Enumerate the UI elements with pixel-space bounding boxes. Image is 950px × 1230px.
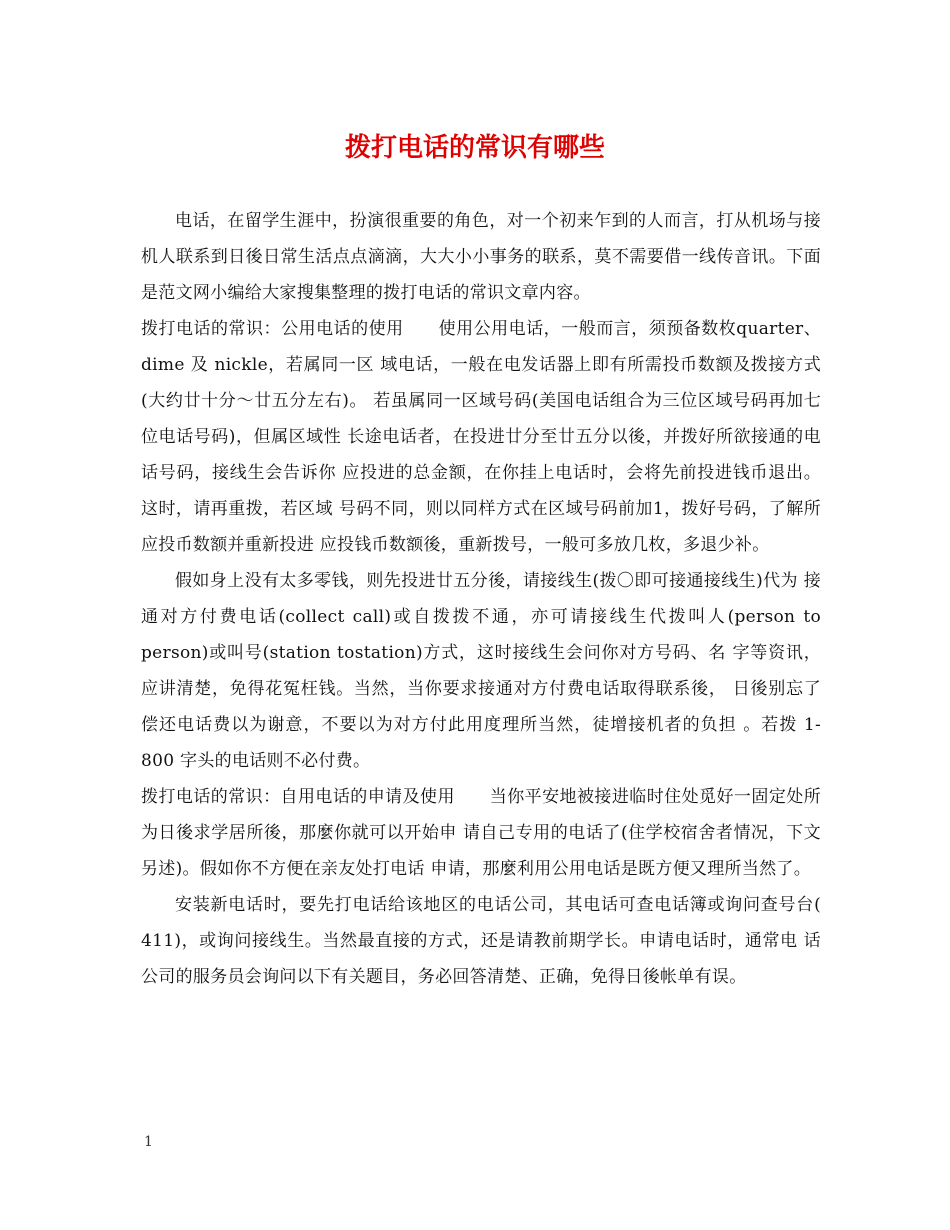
paragraph-public-phone: 拨打电话的常识：公用电话的使用 使用公用电话，一般而言，须预备数枚quarter、dime 及 nickle，若属同一区 域电话，一般在电发话器上即有所需投币数额及拨接方式(大约廿十分～廿五分左右)。 若虽属同一区域号码(美国电话组合为三位区域号码再加七位电话号码)，但属区域性 长途电话者，在投进廿分至廿五分以後，并拨好所欲接通的电话号码，接线生会告诉你 应投进的总金额，在你挂上电话时，会将先前投进钱币退出。这时，请再重拨，若区域 号码不同，则以同样方式在区域号码前加1，拨好号码，了解所应投币数额并重新投进 应投钱币数额後，重新拨号，一般可多放几枚，多退少补。: [141, 319, 821, 555]
paragraph-new-phone: 安装新电话时，要先打电话给该地区的电话公司，其电话可查电话簿或询问查号台( 411)，或询问接线生。当然最直接的方式，还是请教前期学长。申请电话时，通常电 话公司的服务员会询问以下有关题目，务必回答清楚、正确，免得日後帐单有误。: [141, 895, 821, 987]
page-number: 1: [144, 1134, 153, 1150]
paragraph-collect-call: 假如身上没有太多零钱，则先投进廿五分後，请接线生(拨〇即可接通接线生)代为 接通对方付费电话(collect call)或自拨拨不通，亦可请接线生代拨叫人(person to person)或叫号(station tostation)方式，这时接线生会问你对方号码、名 字等资讯，应讲清楚，免得花冤枉钱。当然，当你要求接通对方付费电话取得联系後， 日後别忘了偿还电话费以为谢意，不要以为对方付此用度理所当然，徒增接机者的负担 。若拨 1-800 字头的电话则不必付费。: [141, 571, 821, 771]
document-title: 拨打电话的常识有哪些: [344, 133, 605, 163]
document-body: [141, 203, 821, 995]
paragraph-intro: 电话，在留学生涯中，扮演很重要的角色，对一个初来乍到的人而言，打从机场与接 机人联系到日後日常生活点点滴滴，大大小小事务的联系，莫不需要借一线传音讯。下面是范文网小编给大家搜集整理的拨打电话的常识文章内容。: [141, 211, 821, 303]
paragraph-private-phone: 拨打电话的常识：自用电话的申请及使用 当你平安地被接进临时住处觅好一固定处所为日後求学居所後，那麼你就可以开始申 请自己专用的电话了(住学校宿舍者情况，下文另述)。假如你不方便在亲友处打电话 申请，那麼利用公用电话是既方便又理所当然了。: [141, 787, 821, 879]
